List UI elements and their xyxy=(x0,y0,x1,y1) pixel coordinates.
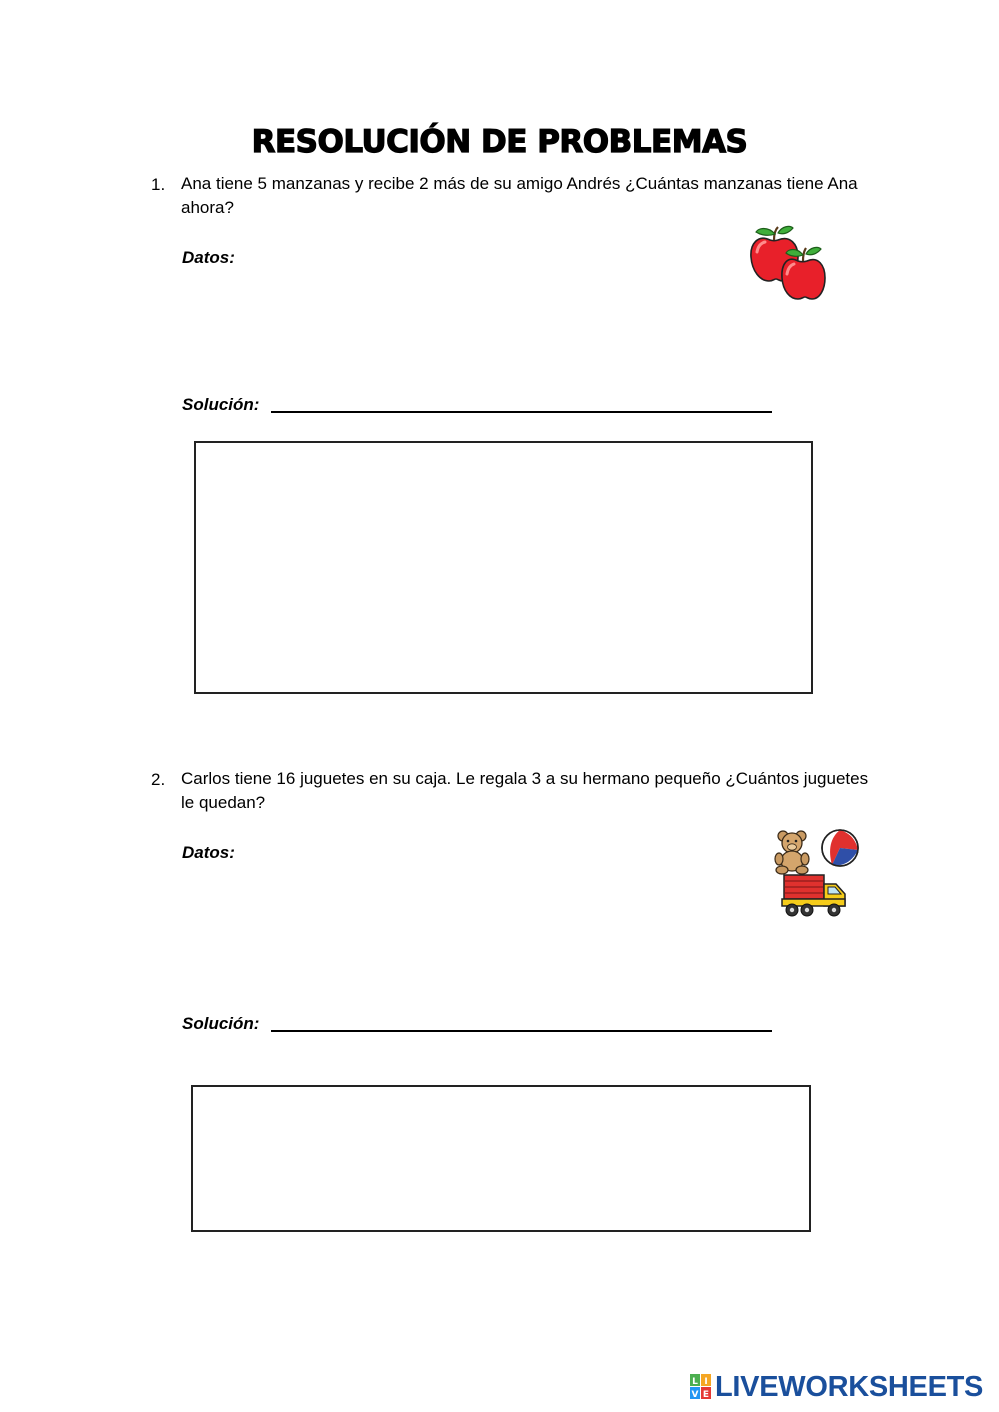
problem-2-data-label: Datos: xyxy=(182,843,235,862)
apples-icon xyxy=(748,224,828,302)
logo-letter-l: L xyxy=(692,1377,698,1387)
problem-1-solution-line[interactable] xyxy=(271,411,772,413)
problem-1-work-box[interactable] xyxy=(194,441,813,694)
problem-2-number: 2. xyxy=(151,770,166,789)
logo-letter-v: V xyxy=(691,1390,699,1400)
toys-icon xyxy=(772,828,862,920)
page-title: RESOLUCIÓN DE PROBLEMAS xyxy=(251,124,748,160)
logo-letter-e: E xyxy=(702,1390,710,1400)
footer-brand: LIVEWORKSHEETS xyxy=(715,1370,984,1403)
problem-2-solution-label: Solución: xyxy=(182,1014,260,1033)
problem-1-text: Ana tiene 5 manzanas y recibe 2 más de su amigo Andrés ¿Cuántas manzanas tiene Ana ahora? xyxy=(181,174,858,217)
problem-2-solution-line[interactable] xyxy=(271,1030,772,1032)
liveworksheets-logo-icon xyxy=(690,1374,712,1400)
problem-2-work-box[interactable] xyxy=(191,1085,811,1232)
problem-2-text: Carlos tiene 16 juguetes en su caja. Le regala 3 a su hermano pequeño ¿Cuántos juguetes le quedan? xyxy=(181,769,869,812)
liveworksheets-logo xyxy=(690,1370,983,1404)
logo-letter-i: I xyxy=(704,1377,708,1387)
problem-1-data-label: Datos: xyxy=(182,248,235,267)
problem-1-solution-label: Solución: xyxy=(182,395,260,414)
problem-1-number: 1. xyxy=(151,175,166,194)
